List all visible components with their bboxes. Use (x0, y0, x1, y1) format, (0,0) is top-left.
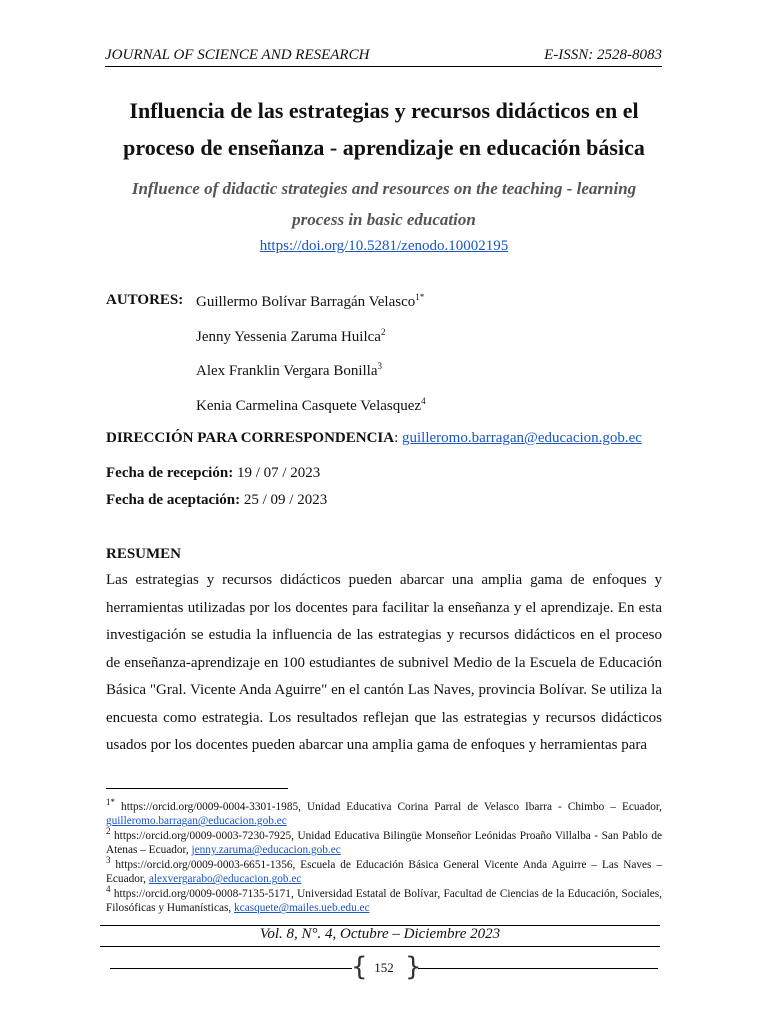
paper-title (80, 92, 688, 166)
subtitle-line-2: process in basic education (292, 210, 476, 229)
correspondence-email[interactable]: guilleromo.barragan@educacion.gob.ec (402, 430, 642, 446)
doi (0, 238, 768, 255)
footnote-mark: 2 (106, 826, 111, 836)
title-line-1: Influencia de las estrategias y recursos didácticos en el (129, 98, 639, 123)
resumen-heading: RESUMEN (106, 546, 182, 562)
author-mark: 2 (380, 327, 386, 337)
footnote-text: https://orcid.org/0009-0003-6651-1356, Escuela de Educación Básica General Vicente Anda Aguirre – Las Naves – Ecuador, (106, 858, 662, 886)
footnote-mark: 3 (106, 855, 111, 865)
running-header (105, 44, 662, 67)
page-line-left (110, 968, 352, 969)
page-number: 152 (374, 960, 394, 975)
received-label: Fecha de recepción: (106, 465, 234, 481)
author-name: Alex Franklin Vergara Bonilla (196, 363, 378, 379)
footnote-email[interactable]: jenny.zaruma@educacion.gob.ec (191, 844, 341, 857)
accepted-label: Fecha de aceptación: (106, 492, 241, 508)
author-mark: 1* (415, 292, 425, 302)
title-line-2: proceso de enseñanza - aprendizaje en educación básica (123, 135, 645, 160)
paper-subtitle-english (90, 173, 678, 235)
author-name: Jenny Yessenia Zaruma Huilca (196, 329, 381, 345)
right-brace-icon: } (405, 952, 422, 982)
accepted-date (106, 492, 327, 509)
left-brace-icon: { (351, 952, 368, 982)
page-line-right (418, 968, 658, 969)
received-date (106, 465, 320, 482)
authors-label: AUTORES: (106, 292, 184, 308)
correspondence-label: DIRECCIÓN PARA CORRESPONDENCIA (106, 430, 395, 446)
author-mark: 4 (421, 396, 426, 406)
volume-info: Vol. 8, N°. 4, Octubre – Diciembre 2023 (259, 926, 501, 942)
journal-name: JOURNAL OF SCIENCE AND RESEARCH (105, 47, 370, 63)
subtitle-line-1: Influence of didactic strategies and resources on the teaching - learning (131, 179, 637, 198)
footnote-text: https://orcid.org/0009-0008-7135-5171, Universidad Estatal de Bolívar, Facultad de Ciencias de la Educación, Sociales, Filosóficas y Humanísticas, (106, 887, 662, 915)
footnote-mark: 1* (106, 797, 115, 807)
footnote-rule (106, 788, 288, 789)
author-name: Guillermo Bolívar Barragán Velasco (196, 294, 416, 310)
correspondence-separator: : (394, 430, 402, 446)
footnote-email[interactable]: alexvergarabo@educacion.gob.ec (148, 873, 302, 886)
footnote-email[interactable]: guilleromo.barragan@educacion.gob.ec (106, 815, 287, 828)
author-mark: 3 (377, 361, 382, 371)
author-1 (196, 292, 424, 311)
author-2 (196, 327, 385, 346)
resumen-text: Las estrategias y recursos didácticos pueden abarcar una amplia gama de enfoques y herramientas utilizadas por los docentes para facilitar la enseñanza y el aprendizaje. En esta investigación se estudia la influencia de las estrategias y recursos didácticos en el proceso de enseñanza-aprendizaje en 100 estudiantes de subnivel Medio de la Escuela de Educación Básica "Gral. Vicente Anda Aguirre" en el cantón Las Naves, provincia Bolívar. Se utiliza la encuesta como estrategia. Los resultados reflejan que las estrategias y recursos didácticos usados por los docentes pueden abarcar una amplia gama de enfoques y herramientas para (106, 572, 662, 753)
issn: E-ISSN: 2528-8083 (544, 47, 662, 63)
footnote-text: https://orcid.org/0009-0004-3301-1985, Unidad Educativa Corina Parral de Velasco Ibarra - Chimbo – Ecuador, (115, 800, 662, 813)
doi-link[interactable]: https://doi.org/10.5281/zenodo.10002195 (259, 238, 509, 254)
footer-rule-bottom (100, 946, 660, 947)
footnote-4 (106, 882, 662, 916)
author-3 (196, 361, 382, 380)
footnote-email[interactable]: kcasquete@mailes.ueb.edu.ec (234, 902, 370, 915)
accepted-value: 25 / 09 / 2023 (240, 492, 328, 508)
author-4 (196, 396, 426, 415)
correspondence (106, 430, 642, 447)
footnote-mark: 4 (106, 884, 111, 894)
received-value: 19 / 07 / 2023 (233, 465, 321, 481)
footnote-text: https://orcid.org/0009-0003-7230-7925, Unidad Educativa Bilingüe Monseñor Leónidas Proaño Villalba - San Pablo de Atenas – Ecuador, (106, 829, 662, 857)
author-name: Kenia Carmelina Casquete Velasquez (196, 398, 422, 414)
